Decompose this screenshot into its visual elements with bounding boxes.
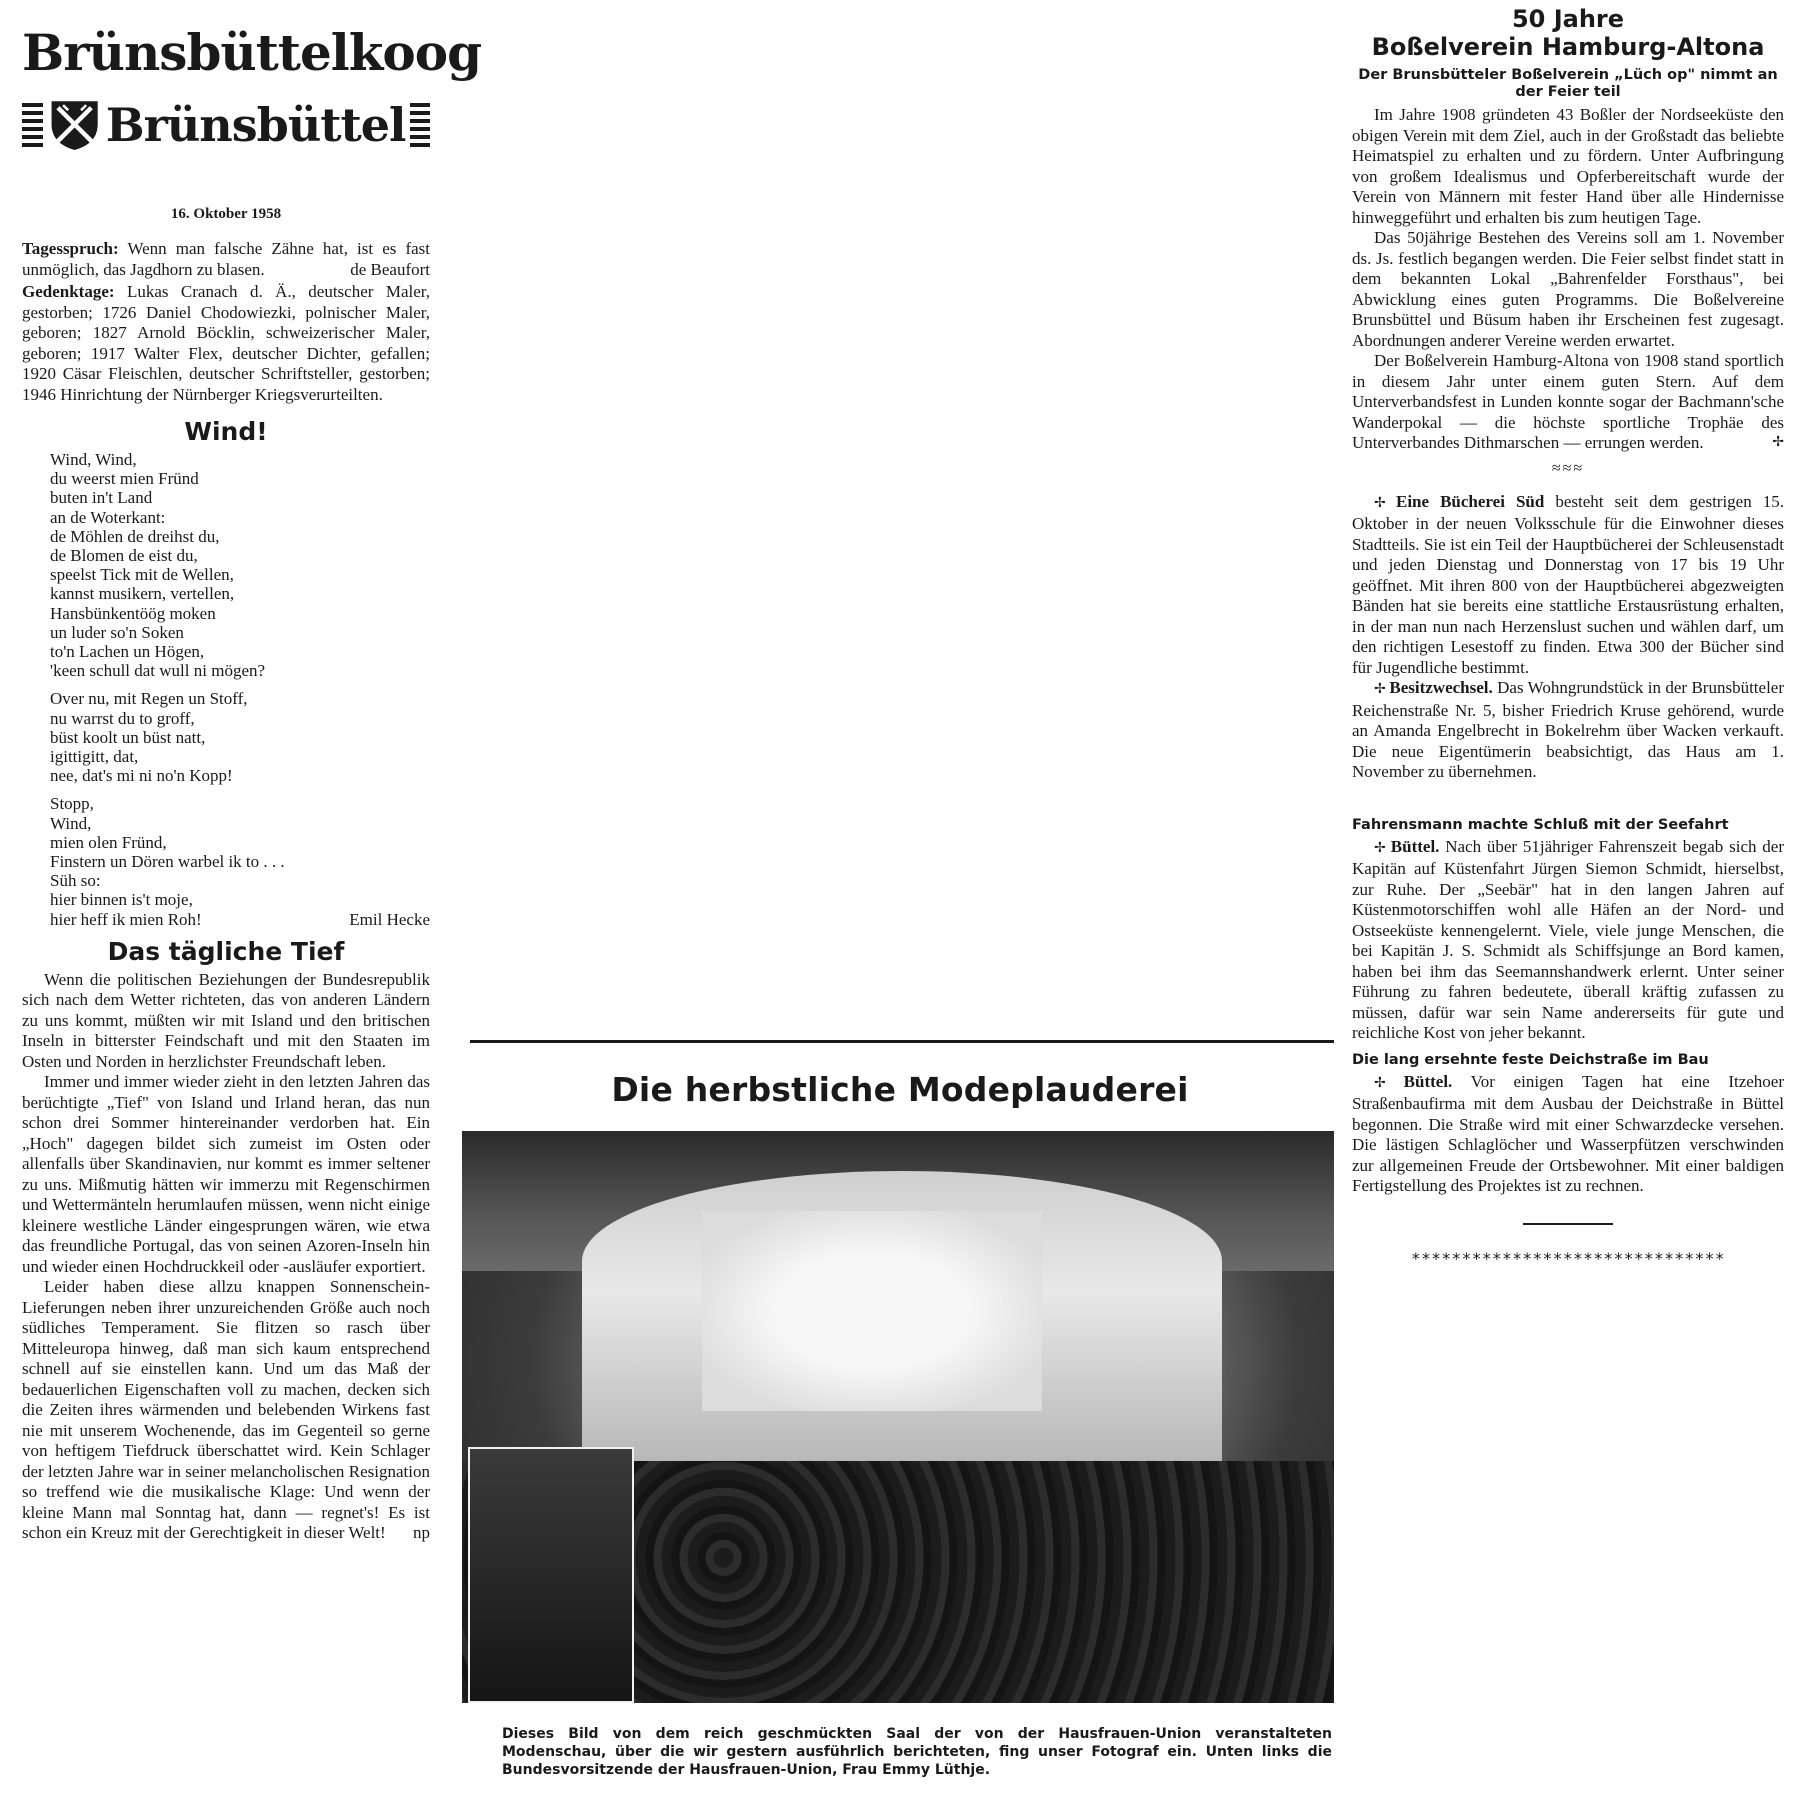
news-heading-deichstrasse: Die lang ersehnte feste Deichstraße im Bau: [1352, 1051, 1709, 1068]
poem-line: du weerst mien Fründ: [50, 469, 199, 489]
tagesspruch: [22, 239, 430, 280]
news-lead: Eine Bücherei Süd: [1396, 491, 1545, 511]
poem-line: de Blomen de eist du,: [50, 546, 198, 566]
news-lead: Büttel.: [1390, 836, 1440, 856]
tagesspruch-label: Tagesspruch:: [22, 239, 119, 258]
left-column: [22, 14, 482, 1544]
poem-line: buten in't Land: [50, 488, 153, 508]
news-text: Vor einigen Tagen hat eine Itzehoer Straßenbaufirma mit dem Ausbau der Deichstraße in Büttel begonnen. Die Straße wird mit einer Schwarzdecke versehen. Die lästigen Schlaglöcher und Wasserpfützen verschwinden zur allgemeinen Freude der Ortsbewohner. Mit einer baldigen Fertigstellung des Projektes ist zu rechnen.: [1352, 1071, 1784, 1195]
masthead-subtitle: Brünsbüttel: [105, 98, 406, 152]
bossel-paragraph-2: Das 50jährige Bestehen des Vereins soll am 1. November ds. Js. festlich begangen werden. Die Feier selbst findet statt in dem bekannten Lokal „Bahrenfelder Forsthaus", bei Abwicklung eines guten Programms. Die Boßelvereine Brunsbüttel und Büsum haben ihr Erscheinen fest zugesagt. Abordnungen anderer Vereine werden erwartet.: [1352, 228, 1784, 350]
poem-line: speelst Tick mit de Wellen,: [50, 565, 234, 585]
fashion-show-photo: [462, 1131, 1334, 1703]
photo-stage: [702, 1211, 1042, 1411]
news-seefahrt: [1352, 837, 1784, 1044]
poem-line: nu warrst du to groff,: [50, 708, 195, 728]
tief-paragraph-2: Immer und immer wieder zieht in den letzten Jahren das berüchtigte „Tief" von Island und Irland heran, das nun schon drei Sommer hintereinander verdorben hat. Ein „Hoch" dagegen bildet sich zumeist im Osten oder allenfalls über Skandinavien, nur kommt es immer seltener zu uns. Mißmutig hätten wir immerzu mit Regenschirmen und Wettermänteln herumlaufen müssen, wenn nicht einige kleinere westliche Länder eingesprungen wären, wie etwa das freundliche Portugal, das von seinen Azoren-Inseln hin und wieder einen Hochdruckkeil oder -ausläufer exportiert.: [22, 1072, 430, 1276]
news-besitzwechsel: [1352, 678, 1784, 783]
poem-line: 'keen schull dat wull ni mögen?: [50, 661, 266, 681]
middle-column: [462, 1040, 1338, 1779]
star-icon: ✢: [1374, 495, 1396, 511]
poem: [50, 450, 430, 929]
poem-title: Wind!: [184, 417, 268, 446]
poem-line: de Möhlen de dreihst du,: [50, 526, 220, 546]
news-text: Das Wohngrundstück in der Brunsbütteler Reichenstraße Nr. 5, bisher Friedrich Kruse gehörend, wurde an Amanda Engelbrecht in Bokelrehm über Wacken verkauft. Die neue Eigentümerin beabsichtigt, das Haus am 1. November zu übernehmen.: [1352, 678, 1785, 781]
news-lead: Büttel.: [1403, 1071, 1453, 1091]
bossel-paragraph-3-text: Der Boßelverein Hamburg-Altona von 1908 stand sportlich in diesem Jahr unter einem guten Stern. Auf dem Unterverbandsfest in Lunden konnte sogar der Bachmann'sche Wanderpokal — die höchste sportliche Trophäe des Unterverbandes Dithmarschen — errungen werden.: [1352, 351, 1784, 452]
poem-line: un luder so'n Soken: [50, 622, 184, 642]
poem-stanza-2: [50, 689, 430, 785]
tief-paragraph-1: Wenn die politischen Beziehungen der Bundesrepublik sich nach dem Wetter richteten, das von anderen Ländern zu uns kommt, müßten wir mit Island und den britischen Inseln in bitterster Feindschaft und mit den Staaten im Osten und Norden in herzlichster Freundschaft leben.: [22, 969, 430, 1071]
news-heading-seefahrt: Fahrensmann machte Schluß mit der Seefahrt: [1352, 816, 1729, 833]
poem-line: hier heff ik mien Roh!: [50, 909, 202, 929]
poem-line: kannst musikern, vertellen,: [50, 584, 235, 604]
photo-caption: Dieses Bild von dem reich geschmückten Saal der von der Hausfrauen-Union veranstalteten Modenschau, über die wir gestern ausführlich berichteten, fing unser Fotograf ein. Unten links die Bundesvorsitzende der Hausfrauen-Union, Frau Emmy Lüthje.: [502, 1726, 1332, 1778]
article-title-tief: Das tägliche Tief: [107, 936, 345, 966]
news-lead: Besitzwechsel.: [1389, 678, 1493, 697]
issue-date: 16. Oktober 1958: [170, 206, 282, 222]
poem-line: an de Woterkant:: [50, 507, 166, 527]
separator: ≈≈≈: [1551, 459, 1585, 477]
poem-line: Hansbünkentöög moken: [50, 603, 216, 623]
poem-line: Wind, Wind,: [50, 450, 137, 469]
news-buecherei: [1352, 492, 1784, 679]
photo-inset-portrait: [468, 1447, 634, 1703]
star-icon: ✢: [1772, 435, 1784, 450]
poem-line: nee, dat's mi ni no'n Kopp!: [50, 766, 233, 786]
flourish-right-icon: [410, 103, 431, 147]
tief-signature: np: [413, 1523, 430, 1543]
gedenktage-label: Gedenktage:: [22, 282, 115, 301]
tief-paragraph-3: [22, 1277, 430, 1544]
right-column: [1352, 6, 1784, 1268]
star-icon: ✢: [1374, 1075, 1404, 1091]
article-title-line-2: Boßelverein Hamburg-Altona: [1371, 33, 1765, 61]
stars-divider: *******************************: [1410, 1248, 1726, 1268]
coat-of-arms-icon: [49, 84, 100, 166]
gedenktage-text: Lukas Cranach d. Ä., deutscher Maler, gestorben; 1726 Daniel Chodowiezki, polnischer Maler, geboren; 1827 Arnold Böcklin, schweizerischer Maler, geboren; 1917 Walter Flex, deutscher Dichter, gefallen; 1920 Cäsar Fleischlen, deutscher Schriftsteller, gestorben; 1946 Hinrichtung der Nürnberger Kriegsverurteilten.: [22, 282, 430, 404]
tagesspruch-text: Wenn man falsche Zähne hat, ist es fast unmöglich, das Jagdhorn zu blasen.: [22, 239, 430, 279]
photo-article-title: Die herbstliche Modeplauderei: [611, 1070, 1189, 1109]
masthead-row: [22, 84, 430, 166]
poem-line: to'n Lachen un Högen,: [50, 642, 205, 662]
poem-line: mien olen Fründ,: [50, 832, 167, 852]
poem-stanza-3: [50, 794, 430, 909]
news-deichstrasse: [1352, 1072, 1784, 1197]
flourish-left-icon: [22, 103, 43, 147]
poem-stanza-1: [50, 450, 430, 680]
poem-author: Emil Hecke: [349, 909, 430, 929]
poem-line: igittigitt, dat,: [50, 747, 139, 767]
tief-paragraph-3-text: Leider haben diese allzu knappen Sonnenschein-Lieferungen neben ihrer unzureichenden Größe auch noch südliches Temperament. Sie flitzen so rasch über Mitteleuropa hinweg, daß man sich kaum entsprechend schnell auf sie einstellen kann. Und um das Maß der bedauerlichen Eigenschaften voll zu machen, decken sich die Zeiten ihres wärmenden und belebenden Wirkens fast nie mit unserem Wochenende, das im Gegenteil so gerne von heftigem Tiefdruck überschattet wird. Kein Schlager der letzten Jahre war in seiner melancholischen Resignation so treffend wie die musikalische Klage: Und wenn der kleine Mann mal Sonntag hat, dann — regnet's! Es ist schon ein Kreuz mit der Gerechtigkeit in dieser Welt!: [22, 1277, 430, 1543]
news-text: besteht seit dem gestrigen 15. Oktober in der neuen Volksschule für die Einwohner dieses Stadtteils. Sie ist ein Teil der Hauptbücherei der Schleusenstadt und jeden Dienstag und Donnerstag von 17 bis 19 Uhr geöffnet. Mit ihren 800 von der Hauptbücherei abgezweigten Bänden hat sie bereits eine stattliche Erstausrüstung erhalten, in der man nun nach Herzenslust suchen und wählen darf, um den richtigen Lesestoff zu finden. Etwa 300 der Bücher sind für Jugendliche bestimmt.: [1352, 491, 1784, 677]
news-text: Nach über 51jähriger Fahrenszeit begab sich der Kapitän auf Küstenfahrt Jürgen Siemon Schmidt, hierselbst, zur Ruhe. Der „Seebär" hat in den langen Jahren auf Küstenmotorschiffen wohl alle Häfen an der Nord- und Ostseeküste kennengelernt. Viele, viele junge Menschen, die bei Kapitän J. S. Schmidt als Schiffsjunge an Bord kamen, haben bei ihm das Seemannshandwerk erlernt. Unter seiner Führung zu fahren bedeutete, überall kräftig zufassen zu müssen, dafür war sein Name andererseits für gute und reichliche Kost von jeher bekannt.: [1352, 836, 1784, 1042]
poem-line: büst koolt un büst natt,: [50, 727, 206, 747]
poem-last-line: [50, 910, 430, 929]
bossel-paragraph-3: [1352, 351, 1784, 454]
poem-line: Over nu, mit Regen un Stoff,: [50, 689, 248, 709]
poem-line: Finstern un Dören warbel ik to . . .: [50, 852, 285, 872]
star-icon: ✢: [1374, 682, 1390, 697]
article-subtitle: Der Brunsbütteler Boßelverein „Lüch op" nimmt an der Feier teil: [1358, 67, 1778, 100]
tagesspruch-author: de Beaufort: [350, 259, 430, 279]
poem-line: Süh so:: [50, 871, 101, 891]
gedenktage: [22, 282, 430, 405]
masthead-title: Brünsbüttelkoog: [22, 23, 482, 82]
bossel-paragraph-1: Im Jahre 1908 gründeten 43 Boßler der Nordseeküste den obigen Verein mit dem Ziel, auch in der Großstadt das beliebte Heimatspiel zu erhalten und zu fördern. Unter Aufbringung von großem Idealismus und Opferbereitschaft wurde der Verein von Männern mit fester Hand über alle Hindernisse hinweggeführt und erhalten bis zum heutigen Tage.: [1352, 105, 1784, 227]
star-icon: ✢: [1374, 840, 1391, 856]
short-rule: [1523, 1223, 1613, 1225]
poem-line: Stopp,: [50, 794, 94, 814]
poem-line: Wind,: [50, 813, 92, 833]
article-title-line-1: 50 Jahre: [1511, 5, 1625, 33]
poem-line: hier binnen is't moje,: [50, 890, 193, 910]
